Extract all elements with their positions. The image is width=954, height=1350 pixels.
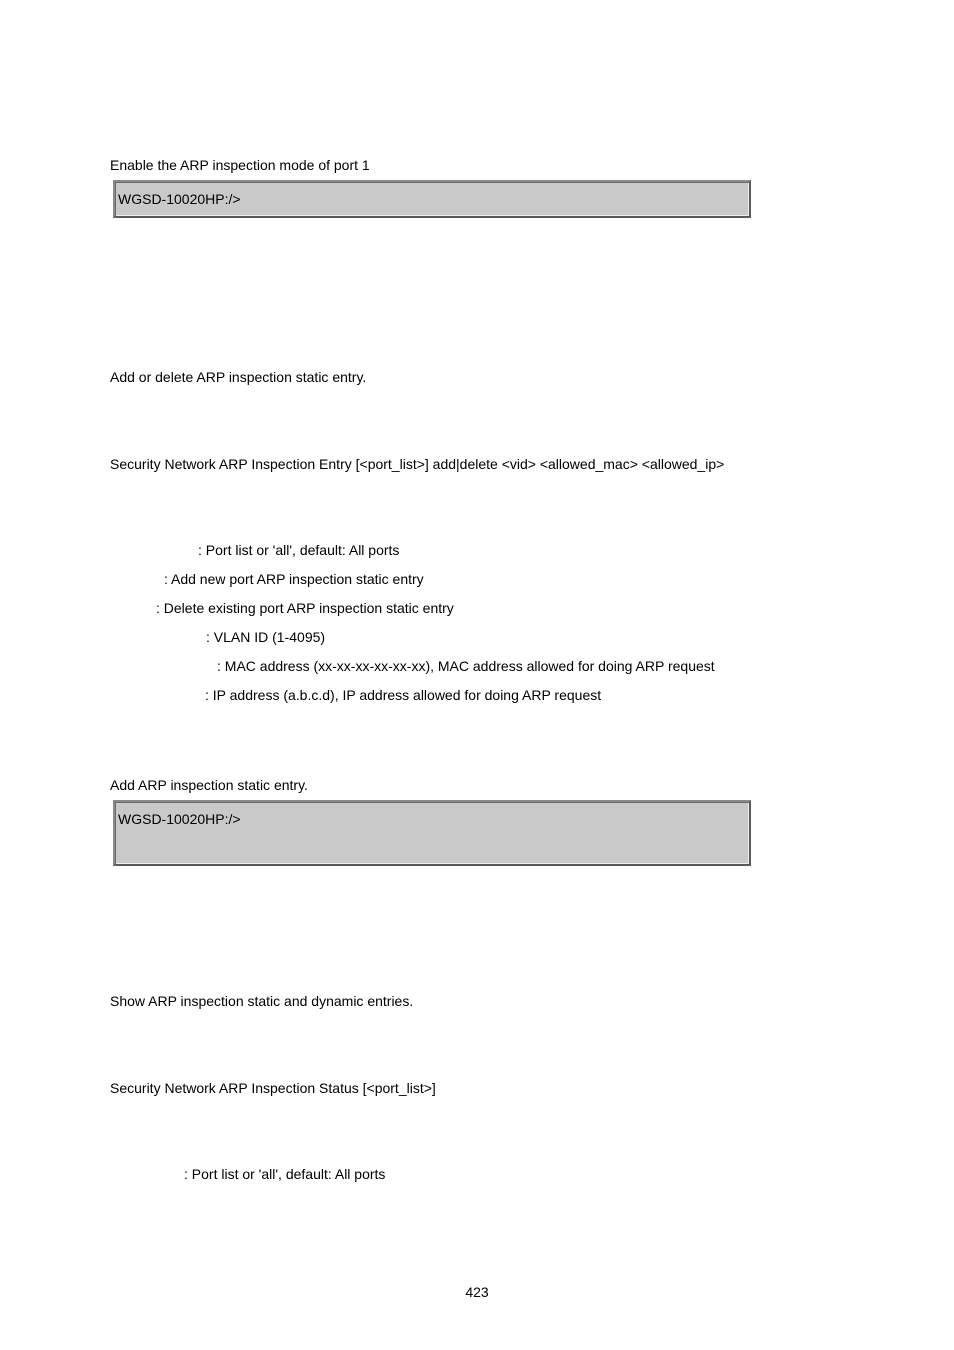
param-add: : Add new port ARP inspection static entry [164, 571, 424, 587]
example-description-2: Add ARP inspection static entry. [110, 777, 308, 793]
page-number: 423 [465, 1284, 489, 1300]
example-description-1: Enable the ARP inspection mode of port 1 [110, 157, 370, 173]
description-entry: Add or delete ARP inspection static entry. [110, 369, 367, 385]
syntax-entry: Security Network ARP Inspection Entry [<port_list>] add|delete <vid> <allowed_mac> <allowed_ip> [110, 456, 725, 472]
description-status: Show ARP inspection static and dynamic entries. [110, 993, 414, 1009]
param-allowed-mac: : MAC address (xx-xx-xx-xx-xx-xx), MAC address allowed for doing ARP request [217, 658, 715, 674]
syntax-status: Security Network ARP Inspection Status [<port_list>] [110, 1080, 436, 1096]
param-port-list: : Port list or 'all', default: All ports [198, 542, 400, 558]
param-delete: : Delete existing port ARP inspection static entry [156, 600, 454, 616]
param-allowed-ip: : IP address (a.b.c.d), IP address allowed for doing ARP request [205, 687, 602, 703]
param-vid: : VLAN ID (1-4095) [206, 629, 326, 645]
param-status-port-list: : Port list or 'all', default: All ports [184, 1166, 386, 1182]
command-box-1 [113, 180, 751, 218]
command-prompt-2: WGSD-10020HP:/> [118, 811, 241, 827]
command-box-2 [113, 800, 751, 866]
command-prompt-1: WGSD-10020HP:/> [118, 191, 241, 207]
